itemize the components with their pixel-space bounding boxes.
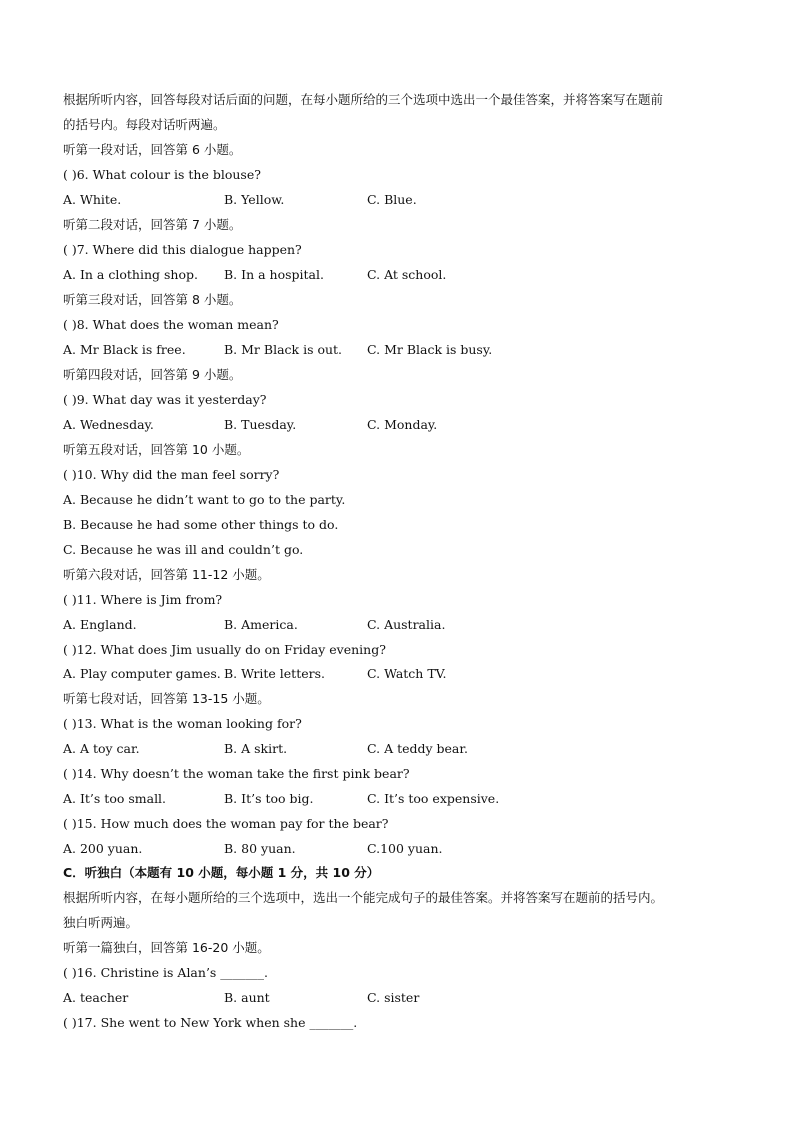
question-10: ( )10. Why did the man feel sorry? <box>63 467 280 482</box>
question-17: ( )17. She went to New York when she _______. <box>63 1015 358 1030</box>
section-header: 听第一段对话，回答第 6 小题。 <box>63 142 242 157</box>
option-c: C. It’s too expensive. <box>367 791 500 806</box>
option-c: C. At school. <box>367 267 447 282</box>
options-7 <box>63 265 763 285</box>
question-11: ( )11. Where is Jim from? <box>63 592 223 607</box>
option-b: B. In a hospital. <box>224 267 324 282</box>
option-a: A. In a clothing shop. <box>63 267 198 282</box>
option-a: A. 200 yuan. <box>63 841 143 856</box>
options-13 <box>63 739 763 759</box>
option-c: C.100 yuan. <box>367 841 443 856</box>
question-16: ( )16. Christine is Alan’s _______. <box>63 965 269 980</box>
option-a: A. White. <box>63 192 122 207</box>
part-c-instructions-1: 根据所听内容，在每小题所给的三个选项中，选出一个能完成句子的最佳答案。并将答案写在题前的括号内。 <box>63 890 664 905</box>
option-c: C. Watch TV. <box>367 666 447 681</box>
question-9: ( )9. What day was it yesterday? <box>63 392 267 407</box>
part-c-instructions-2: 独白听两遍。 <box>63 915 139 930</box>
section-header: 听第四段对话，回答第 9 小题。 <box>63 367 242 382</box>
option-a: A. England. <box>63 617 137 632</box>
instructions-line-1: 根据所听内容，回答每段对话后面的问题，在每小题所给的三个选项中选出一个最佳答案，并将答案写在题前 <box>63 92 664 107</box>
options-14 <box>63 789 763 809</box>
options-11 <box>63 615 763 635</box>
question-6: ( )6. What colour is the blouse? <box>63 167 261 182</box>
option-a: A. Play computer games. <box>63 666 221 681</box>
option-b: B. Write letters. <box>224 666 325 681</box>
instructions-line-2: 的括号内。每段对话听两遍。 <box>63 117 226 132</box>
option-b: B. aunt <box>224 990 270 1005</box>
option-a: A. Wednesday. <box>63 417 154 432</box>
option-b: B. 80 yuan. <box>224 841 296 856</box>
option-a: A. It’s too small. <box>63 791 167 806</box>
option-c: C. sister <box>367 990 420 1005</box>
option-b: B. America. <box>224 617 298 632</box>
option-a: A. Because he didn’t want to go to the party. <box>63 492 346 507</box>
option-b: B. Yellow. <box>224 192 285 207</box>
option-c: C. Blue. <box>367 192 417 207</box>
options-16 <box>63 988 763 1008</box>
question-15: ( )15. How much does the woman pay for the bear? <box>63 816 389 831</box>
options-12 <box>63 664 763 684</box>
option-c: C. Australia. <box>367 617 446 632</box>
option-a: A. A toy car. <box>63 741 140 756</box>
option-c: C. Monday. <box>367 417 438 432</box>
options-6 <box>63 190 763 210</box>
options-15 <box>63 839 763 859</box>
options-9 <box>63 415 763 435</box>
option-a: A. teacher <box>63 990 129 1005</box>
option-b: B. Mr Black is out. <box>224 342 343 357</box>
section-header: 听第一篇独白，回答第 16-20 小题。 <box>63 940 270 955</box>
section-header: 听第五段对话，回答第 10 小题。 <box>63 442 250 457</box>
option-b: B. Tuesday. <box>224 417 297 432</box>
question-12: ( )12. What does Jim usually do on Friday evening? <box>63 642 386 657</box>
section-header: 听第二段对话，回答第 7 小题。 <box>63 217 242 232</box>
section-header: 听第三段对话，回答第 8 小题。 <box>63 292 242 307</box>
section-header: 听第六段对话，回答第 11-12 小题。 <box>63 567 270 582</box>
option-c: C. Because he was ill and couldn’t go. <box>63 542 304 557</box>
option-a: A. Mr Black is free. <box>63 342 186 357</box>
option-b: B. It’s too big. <box>224 791 314 806</box>
option-c: C. A teddy bear. <box>367 741 468 756</box>
question-7: ( )7. Where did this dialogue happen? <box>63 242 302 257</box>
section-header: 听第七段对话，回答第 13-15 小题。 <box>63 691 270 706</box>
part-c-title: C．听独白（本题有 10 小题，每小题 1 分，共 10 分） <box>63 865 380 880</box>
question-13: ( )13. What is the woman looking for? <box>63 716 302 731</box>
option-b: B. Because he had some other things to do. <box>63 517 339 532</box>
question-14: ( )14. Why doesn’t the woman take the first pink bear? <box>63 766 410 781</box>
option-c: C. Mr Black is busy. <box>367 342 493 357</box>
question-8: ( )8. What does the woman mean? <box>63 317 279 332</box>
option-b: B. A skirt. <box>224 741 288 756</box>
options-8 <box>63 340 763 360</box>
